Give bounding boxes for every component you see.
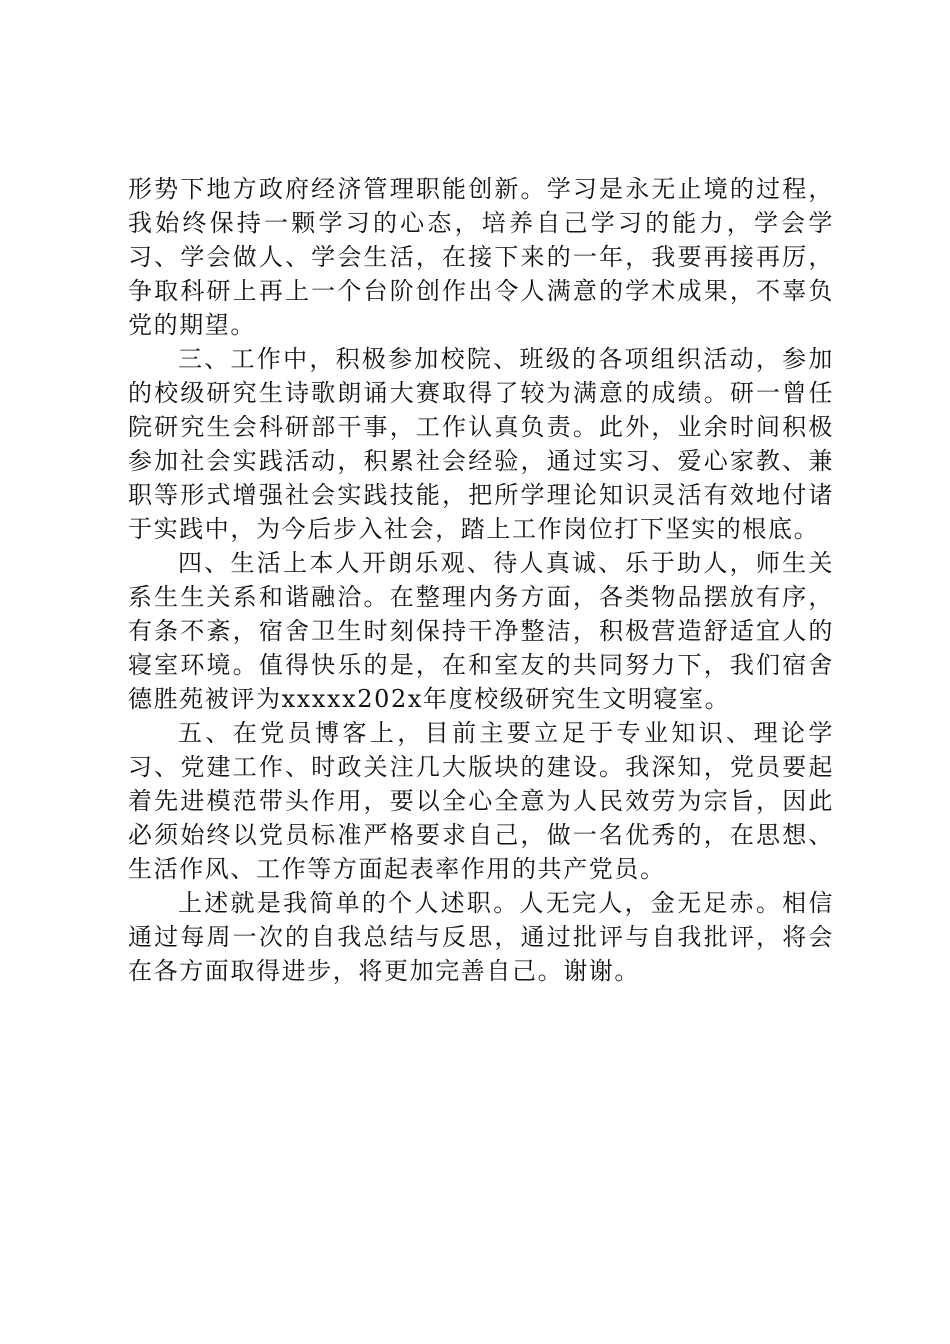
- paragraph-life: 四、生活上本人开朗乐观、待人真诚、乐于助人，师生关系生生关系和谐融洽。在整理内务方面，各类物品摆放有序，有条不紊，宿舍卫生时刻保持干净整洁，积极营造舒适宜人的寝室环境。值得快乐的是，在和室友的共同努力下，我们宿舍德胜苑被评为xxxxx202x年度校级研究生文明寝室。: [128, 549, 834, 713]
- paragraph-conclusion: 上述就是我简单的个人述职。人无完人，金无足赤。相信通过每周一次的自我总结与反思，通过批评与自我批评，将会在各方面取得进步，将更加完善自己。谢谢。: [128, 889, 834, 985]
- paragraph-work: 三、工作中，积极参加校院、班级的各项组织活动，参加的校级研究生诗歌朗诵大赛取得了较为满意的成绩。研一曾任院研究生会科研部干事，工作认真负责。此外，业余时间积极参加社会实践活动，积累社会经验，通过实习、爱心家教、兼职等形式增强社会实践技能，把所学理论知识灵活有效地付诸于实践中，为今后步入社会，踏上工作岗位打下坚实的根底。: [128, 345, 834, 543]
- paragraph-continued-study: 形势下地方政府经济管理职能创新。学习是永无止境的过程，我始终保持一颗学习的心态，培养自己学习的能力，学会学习、学会做人、学会生活，在接下来的一年，我要再接再厉，争取科研上再上一个台阶创作出令人满意的学术成果，不辜负党的期望。: [128, 175, 834, 339]
- document-body: [128, 172, 834, 988]
- paragraph-party-blog: 五、在党员博客上，目前主要立足于专业知识、理论学习、党建工作、时政关注几大版块的建设。我深知，党员要起着先进模范带头作用，要以全心全意为人民效劳为宗旨，因此必须始终以党员标准严格要求自己，做一名优秀的，在思想、生活作风、工作等方面起表率作用的共产党员。: [128, 719, 834, 883]
